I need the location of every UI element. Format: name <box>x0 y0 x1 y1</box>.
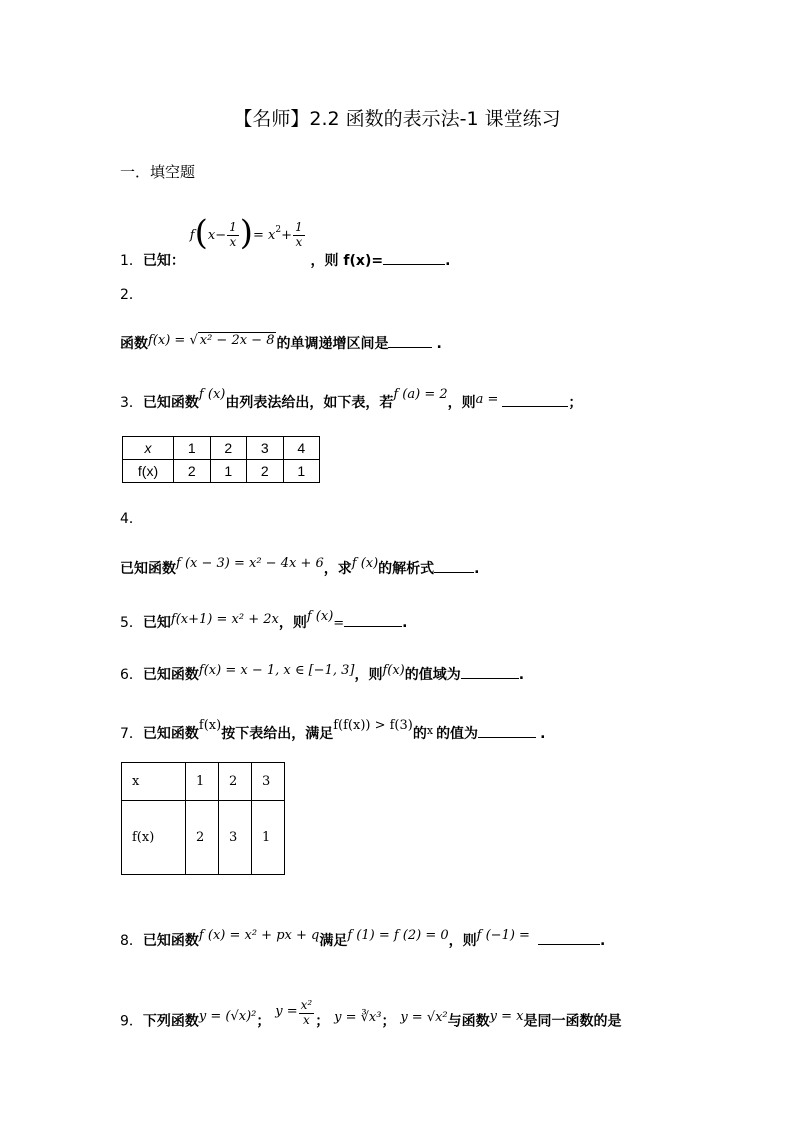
answer-blank[interactable] <box>388 346 432 348</box>
question-text: . <box>518 667 525 683</box>
question-text: ，则 <box>354 667 383 683</box>
question-text: 已知 <box>142 615 171 631</box>
math-symbol: x <box>426 724 434 737</box>
paren: ) <box>239 213 254 253</box>
question-4 <box>120 512 143 526</box>
math-symbol: = <box>333 616 345 631</box>
answer-blank[interactable] <box>344 625 402 627</box>
answer-blank[interactable] <box>538 943 600 945</box>
math-expression: f (a) = 2 <box>393 387 448 402</box>
question-text: ； <box>568 395 583 411</box>
question-text: 函数 <box>120 336 148 352</box>
question-text: 由列表法给出，如下表，若 <box>225 395 394 411</box>
math-symbol: + <box>281 228 293 243</box>
table-cell: 1 <box>252 801 285 875</box>
question-number: 7． <box>120 726 143 742</box>
question-text: . <box>436 336 442 352</box>
question-text: . <box>445 253 451 269</box>
question-text: 的单调递增区间是 <box>276 336 389 352</box>
question-number: 2． <box>120 287 143 303</box>
question-6 <box>120 663 525 683</box>
question-text: . <box>540 726 546 742</box>
math-symbol: x <box>207 228 216 243</box>
question-text: 已知函数 <box>142 726 199 742</box>
table-cell: 1 <box>174 437 211 460</box>
question-text: ，则 <box>448 933 477 949</box>
math-expression: a = <box>475 392 499 407</box>
question-text: 已知函数 <box>142 395 199 411</box>
question-text: ，求 <box>323 561 352 577</box>
question-3 <box>120 387 583 411</box>
question-number: 3． <box>120 395 143 411</box>
math-expression: f(x) = x − 1, x ∈ [−1, 3] <box>198 663 355 678</box>
math-expression: f (x) = x² + px + q <box>198 928 320 943</box>
page-title: 【名师】2.2 函数的表示法-1 课堂练习 <box>233 108 561 130</box>
question-8 <box>120 928 606 949</box>
table-cell: x <box>123 437 174 460</box>
math-expression: f (x − 3) = x² − 4x + 6 <box>176 556 324 571</box>
table-cell: 2 <box>174 460 211 483</box>
question-text: 已知函数 <box>142 933 199 949</box>
table-row <box>123 437 320 460</box>
question-text: . <box>402 615 408 631</box>
question-number: 1． <box>120 253 143 269</box>
answer-blank[interactable] <box>383 263 445 265</box>
question-9 <box>120 998 622 1036</box>
question-text: 已知函数 <box>120 561 176 577</box>
table-cell: 3 <box>247 437 284 460</box>
question-text: 是同一函数的是 <box>523 1013 622 1030</box>
question-text: 下列函数 <box>142 1013 199 1030</box>
question-number: 5． <box>120 615 143 631</box>
math-expression: x² − 2x − 8 <box>199 333 275 348</box>
table-cell: 1 <box>186 763 219 801</box>
math-expression: f(x) <box>198 718 222 733</box>
math-expression: f(x) <box>382 663 405 678</box>
question-text: 满足 <box>319 933 348 949</box>
table-cell: 3 <box>252 763 285 801</box>
question-text: 的值域为 <box>404 667 461 683</box>
question-text: 已知： <box>142 253 185 269</box>
math-symbol: − <box>215 228 227 243</box>
question-number: 9． <box>120 1013 143 1030</box>
paren: ( <box>194 213 208 253</box>
table-cell: 1 <box>210 460 247 483</box>
fraction: $\frac{\text{x²}}{x}$ <box>300 998 313 1027</box>
fraction: $\frac{1}{x}$ <box>229 219 237 249</box>
question-text: 与函数 <box>447 1013 490 1030</box>
answer-blank[interactable] <box>502 405 568 407</box>
question-7 <box>120 718 546 742</box>
table-cell: 2 <box>219 763 252 801</box>
question-text: 的 <box>412 726 427 742</box>
math-expression: y = ∛x³ <box>334 1010 382 1026</box>
question-text: 已知函数 <box>142 667 199 683</box>
table-cell: f(x) <box>123 460 174 483</box>
question-2-body: 函数f(x) = √ x² − 2x − 8 的单调递增区间是 . <box>120 333 442 352</box>
math-expression: y = x <box>489 1009 524 1025</box>
question-text: ，则 <box>447 395 476 411</box>
table-cell: 3 <box>219 801 252 875</box>
question-number: 4． <box>120 511 143 527</box>
question-5 <box>120 609 408 631</box>
table-cell: 2 <box>186 801 219 875</box>
question-4-body <box>120 556 480 577</box>
math-expression: f (x) <box>306 609 334 624</box>
table-cell: f(x) <box>122 801 186 875</box>
math-symbol: 2 <box>275 225 282 235</box>
answer-blank[interactable] <box>461 677 519 679</box>
question-1 <box>120 213 451 269</box>
math-expression: f (−1) = <box>476 928 530 943</box>
question-text: ； <box>381 1013 396 1030</box>
table-cell: 4 <box>283 437 320 460</box>
section-heading: 一．填空题 <box>120 163 196 181</box>
question-text: 的解析式 <box>378 561 435 577</box>
table-row <box>122 801 285 875</box>
math-expression: f (1) = f (2) = 0 <box>347 928 449 943</box>
question-text: ，则 f(x)= <box>310 253 384 269</box>
math-expression: f (x) <box>198 387 226 402</box>
table-row <box>123 460 320 483</box>
question-text: . <box>599 933 606 949</box>
table-cell: x <box>122 763 186 801</box>
question-text: ； <box>315 1013 330 1030</box>
question-number: 8． <box>120 933 143 949</box>
math-expression: y = √x² <box>400 1010 448 1026</box>
question-2 <box>120 288 143 302</box>
question-text: ； <box>256 1013 271 1030</box>
table-row <box>122 763 285 801</box>
table-cell: 2 <box>247 460 284 483</box>
fraction: $\frac{1}{x}$ <box>295 219 303 249</box>
math-expression: f(x+1) = x² + 2x <box>170 612 279 627</box>
math-symbol: = x <box>253 228 276 243</box>
math-expression: f(x) = <box>148 333 190 348</box>
math-expression: f(f(x)) > f(3) <box>333 718 413 733</box>
question-text: . <box>474 561 480 577</box>
math-expression: y = (√x)² <box>198 1009 257 1025</box>
answer-blank[interactable] <box>478 736 536 738</box>
question-text: ，则 <box>278 615 307 631</box>
math-symbol: f <box>189 228 195 243</box>
function-table-2 <box>121 762 285 875</box>
question-text: 按下表给出，满足 <box>221 726 334 742</box>
answer-blank[interactable] <box>434 571 474 573</box>
math-expression: y = <box>275 1004 298 1020</box>
table-cell: 2 <box>210 437 247 460</box>
question-text: 的值为 <box>436 726 479 742</box>
math-expression: f (x) <box>351 556 379 571</box>
function-table-1 <box>122 436 320 483</box>
question-number: 6． <box>120 667 143 683</box>
table-cell: 1 <box>283 460 320 483</box>
